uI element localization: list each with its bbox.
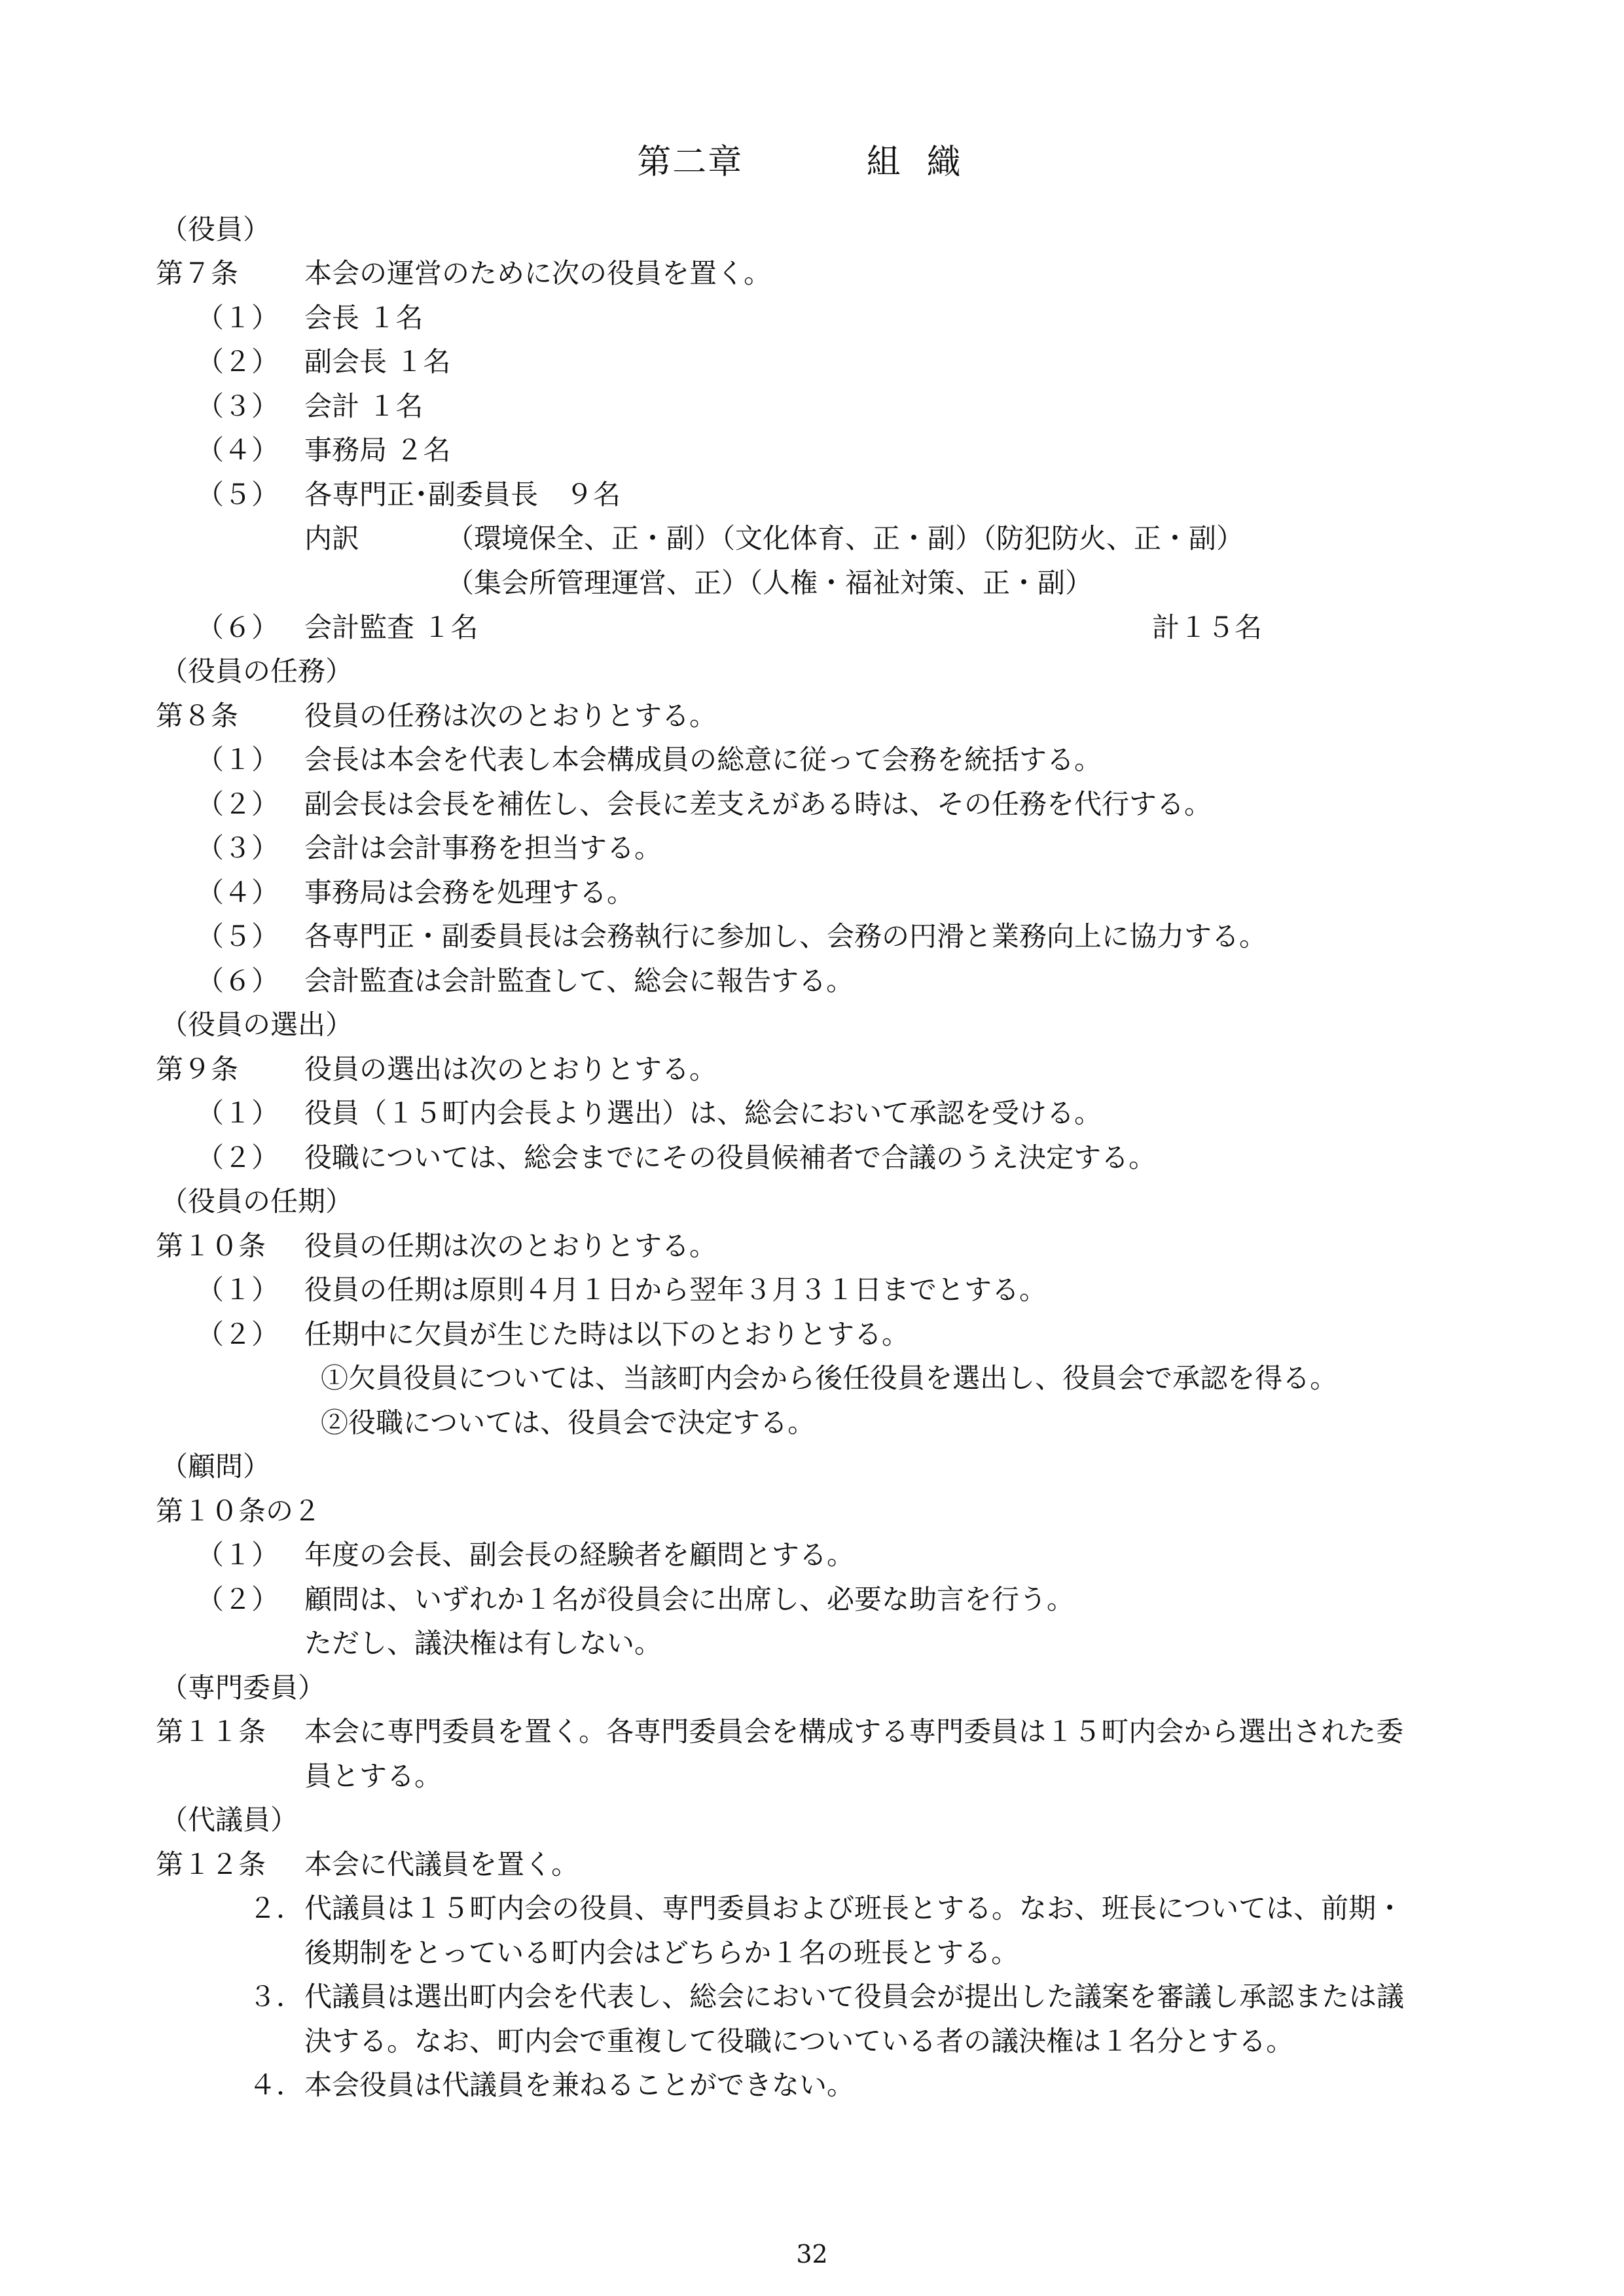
breakdown-text: （集会所管理運営、正）（人権・福祉対策、正・副） [446, 567, 1093, 599]
list-item-continuation: ただし、議決権は有しない。 [304, 1627, 662, 1659]
list-item-number: （４） [196, 434, 280, 466]
total-count: 計１５名 [1152, 611, 1263, 643]
chapter-title [0, 134, 1624, 183]
heading-committee: （専門委員） [160, 1672, 326, 1704]
paragraph-number: ３． [249, 1981, 304, 2013]
paragraph-number: ４． [249, 2069, 304, 2101]
heading-election: （役員の選出） [160, 1009, 353, 1041]
list-item-number: （１） [196, 744, 280, 776]
heading-advisor: （顧問） [160, 1450, 271, 1482]
list-item-number: （３） [196, 832, 280, 864]
list-item-number: （３） [196, 390, 280, 422]
list-item-text: 顧問は、いずれか１名が役員会に出席し、必要な助言を行う。 [304, 1583, 1075, 1615]
list-item-text: 副会長 １名 [304, 346, 451, 378]
sub-item-text: ②役職については、役員会で決定する。 [321, 1407, 816, 1439]
list-item-text: 事務局 ２名 [304, 434, 451, 466]
article-11-number: 第１１条 [156, 1715, 266, 1748]
list-item-number: （１） [196, 1097, 280, 1129]
article-9-number: 第９条 [156, 1053, 239, 1085]
article-12-number: 第１２条 [156, 1848, 266, 1880]
list-item-number: （１） [196, 1539, 280, 1571]
list-item-text: 役員の任期は原則４月１日から翌年３月３１日までとする。 [304, 1274, 1047, 1306]
heading-delegates: （代議員） [160, 1804, 298, 1836]
list-item-number: （２） [196, 1318, 280, 1350]
paragraph-text: 代議員は１５町内会の役員、専門委員および班長とする。なお、班長については、前期・ [304, 1892, 1404, 1924]
list-item-text: 任期中に欠員が生じた時は以下のとおりとする。 [304, 1318, 910, 1350]
article-10-text: 役員の任期は次のとおりとする。 [304, 1230, 717, 1262]
list-item-number: （５） [196, 478, 280, 511]
list-item-number: （６） [196, 965, 280, 997]
article-8-number: 第８条 [156, 700, 239, 732]
list-item-number: （２） [196, 1141, 280, 1174]
list-item-text: 事務局は会務を処理する。 [304, 876, 635, 908]
list-item-text: 会計監査は会計監査して、総会に報告する。 [304, 965, 854, 997]
paragraph-continuation: 決する。なお、町内会で重複して役職についている者の議決権は１名分とする。 [304, 2025, 1294, 2057]
list-item-number: （１） [196, 1274, 280, 1306]
list-item-number: （５） [196, 920, 280, 952]
list-item-text: 役員（１５町内会長より選出）は、総会において承認を受ける。 [304, 1097, 1102, 1129]
list-item-number: （６） [196, 611, 280, 643]
heading-term: （役員の任期） [160, 1185, 353, 1217]
list-item-number: （１） [196, 302, 280, 334]
list-item-number: （２） [196, 1583, 280, 1615]
article-11-text: 本会に専門委員を置く。各専門委員会を構成する専門委員は１５町内会から選出された委 [304, 1715, 1404, 1748]
article-7-number: 第７条 [156, 257, 239, 289]
list-item-text: 役職については、総会までにその役員候補者で合議のうえ決定する。 [304, 1141, 1157, 1174]
article-7-text: 本会の運営のために次の役員を置く。 [304, 257, 772, 289]
breakdown-text: （環境保全、正・副）（文化体育、正・副）（防犯防火、正・副） [446, 522, 1244, 554]
list-item-text: 年度の会長、副会長の経験者を顧問とする。 [304, 1539, 855, 1571]
list-item-number: （２） [196, 346, 280, 378]
heading-duties: （役員の任務） [160, 655, 353, 687]
list-item-text: 会長 １名 [304, 302, 424, 334]
breakdown-label: 内訳 [304, 522, 360, 554]
heading-officers: （役員） [160, 213, 271, 245]
list-item-text: 副会長は会長を補佐し、会長に差支えがある時は、その任務を代行する。 [304, 788, 1212, 820]
list-item-number: （２） [196, 788, 280, 820]
paragraph-text: 代議員は選出町内会を代表し、総会において役員会が提出した議案を審議し承認または議 [304, 1981, 1405, 2013]
article-9-text: 役員の選出は次のとおりとする。 [304, 1053, 717, 1085]
article-11-continuation: 員とする。 [304, 1760, 442, 1792]
list-item-text: 会計 １名 [304, 390, 424, 422]
article-10-number: 第１０条 [156, 1230, 266, 1262]
list-item-text: 会計監査 １名 [304, 611, 478, 643]
article-12-text: 本会に代議員を置く。 [304, 1848, 579, 1880]
list-item-text: 会計は会計事務を担当する。 [304, 832, 662, 864]
list-item-text: 各専門正・副委員長は会務執行に参加し、会務の円滑と業務向上に協力する。 [304, 920, 1267, 952]
page-number: 32 [796, 2240, 828, 2269]
list-item-text: 各専門正･副委員長 ９名 [304, 478, 621, 511]
article-10-2-number: 第１０条の２ [156, 1495, 321, 1527]
list-item-number: （４） [196, 876, 280, 908]
paragraph-text: 本会役員は代議員を兼ねることができない。 [304, 2069, 855, 2101]
chapter-number: 第二章 [637, 143, 744, 182]
article-8-text: 役員の任務は次のとおりとする。 [304, 700, 717, 732]
chapter-name: 組織 [866, 143, 987, 182]
list-item-text: 会長は本会を代表し本会構成員の総意に従って会務を統括する。 [304, 744, 1102, 776]
paragraph-number: ２． [249, 1892, 304, 1924]
sub-item-text: ①欠員役員については、当該町内会から後任役員を選出し、役員会で承認を得る。 [321, 1362, 1338, 1394]
paragraph-continuation: 後期制をとっている町内会はどちらか１名の班長とする。 [304, 1937, 1019, 1969]
